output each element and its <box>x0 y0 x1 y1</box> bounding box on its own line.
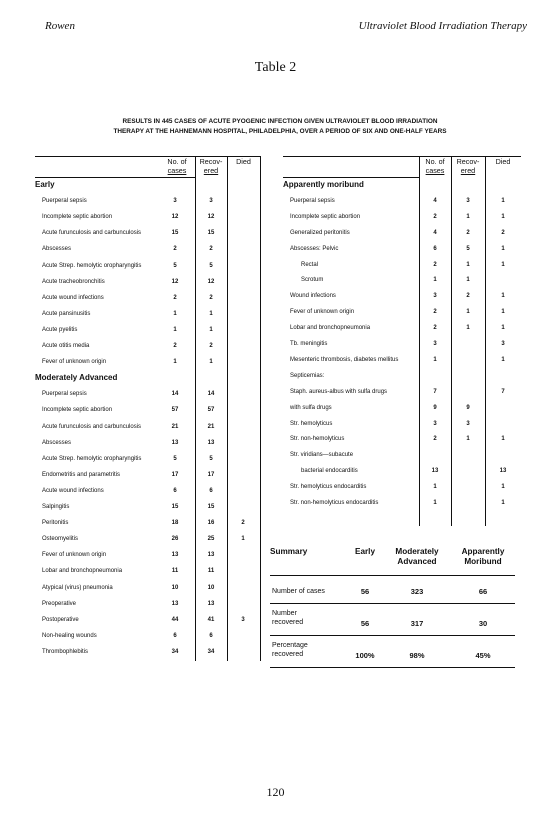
summary-value: 98% <box>409 651 425 660</box>
condition-label: Preoperative <box>42 600 77 607</box>
recovered-value: 11 <box>207 568 215 575</box>
header-recovered-line2: ered <box>203 166 219 175</box>
condition-label: Tb. meningitis <box>290 341 328 347</box>
table-title: Table 2 <box>254 60 297 75</box>
recovered-value: 13 <box>207 600 215 607</box>
cases-value: 34 <box>171 648 179 655</box>
cases-value: 1 <box>433 500 437 506</box>
cases-value: 13 <box>171 439 179 446</box>
recovered-value: 1 <box>466 277 470 284</box>
table-row <box>35 437 263 449</box>
recovered-value: 3 <box>209 198 213 205</box>
summary-rule <box>270 667 515 668</box>
header-base-rule <box>35 177 195 178</box>
cases-value: 4 <box>433 197 437 204</box>
cases-value: 15 <box>171 230 179 237</box>
header-recovered-line1: Recov- <box>199 157 223 166</box>
cases-value: 1 <box>173 326 177 333</box>
summary-value: 317 <box>410 619 424 628</box>
condition-label: Endometritis and parametritis <box>42 471 121 478</box>
condition-label: Str. non-hemolyticus endocarditis <box>290 500 379 506</box>
condition-label: Acute wound infections <box>42 487 104 494</box>
table-row <box>35 598 263 610</box>
recovered-value: 17 <box>207 471 215 478</box>
condition-label: Acute furunculosis and carbunculosis <box>42 423 142 430</box>
died-value: 1 <box>501 293 505 300</box>
cases-value: 4 <box>433 229 437 236</box>
table-row <box>35 324 263 336</box>
cases-value: 57 <box>171 407 179 414</box>
caption-line-2: THERAPY AT THE HAHNEMANN HOSPITAL, PHILADELPHIA, OVER A PERIOD OF SIX AND ONE-HALF YEARS <box>113 128 447 135</box>
cases-value: 2 <box>433 213 437 220</box>
summary-col-moribund <box>453 547 513 567</box>
summary-table <box>270 545 515 675</box>
recovered-value: 2 <box>209 294 213 301</box>
cases-value: 18 <box>171 520 179 527</box>
cases-value: 13 <box>171 552 179 559</box>
table-row <box>35 421 263 433</box>
condition-label: Acute pyelitis <box>42 326 78 333</box>
cases-value: 13 <box>431 468 439 475</box>
summary-col-moribund-line1: Apparently <box>461 547 505 556</box>
summary-row-label-line1: Percentage <box>272 642 308 649</box>
header-recovered-line1: Recov- <box>456 157 480 166</box>
summary-value: 45% <box>475 651 491 660</box>
summary-title: Summary <box>270 547 308 556</box>
condition-label: Acute pansinusitis <box>42 310 91 317</box>
table-row <box>283 465 523 477</box>
table-row <box>283 449 523 461</box>
died-value: 1 <box>501 245 505 252</box>
table-row <box>283 227 523 239</box>
running-header-title: Ultraviolet Blood Irradiation Therapy <box>358 20 527 32</box>
cases-value: 3 <box>173 198 177 205</box>
table-row <box>35 211 263 223</box>
table-row <box>283 402 523 414</box>
recovered-value: 1 <box>466 261 470 268</box>
header-recovered <box>451 157 485 175</box>
summary-row-label-line2: recovered <box>272 619 304 626</box>
summary-col-moderate-line1: Moderately <box>395 547 439 556</box>
table-row <box>35 356 263 368</box>
header-died-line1: Died <box>236 157 251 166</box>
table-row <box>283 386 523 398</box>
table-row <box>35 582 263 594</box>
recovered-value: 10 <box>207 584 215 591</box>
condition-label: Incomplete septic abortion <box>42 407 113 414</box>
cases-value: 3 <box>433 341 437 347</box>
header-base-rule <box>283 177 419 178</box>
section-heading-row <box>35 372 263 384</box>
recovered-value: 2 <box>209 343 213 349</box>
died-value: 1 <box>501 309 505 316</box>
summary-value: 56 <box>360 587 370 596</box>
cases-value: 2 <box>173 343 177 349</box>
recovered-value: 34 <box>207 648 215 655</box>
table-row <box>35 517 263 529</box>
condition-label: Wound infections <box>290 293 336 300</box>
table-row <box>35 646 263 658</box>
recovered-value: 25 <box>207 536 215 543</box>
cases-value: 7 <box>433 388 437 395</box>
table-row <box>35 340 263 352</box>
died-value: 1 <box>501 436 505 443</box>
condition-label: Acute tracheobronchitis <box>42 278 105 285</box>
condition-label: Incomplete septic abortion <box>290 213 361 220</box>
summary-row-label <box>272 609 303 627</box>
summary-value: 30 <box>478 619 488 628</box>
cases-value: 1 <box>173 310 177 317</box>
summary-col-moderate <box>390 547 444 567</box>
section-heading: Apparently moribund <box>283 180 364 189</box>
page-number: 120 <box>266 785 285 799</box>
section-heading: Moderately Advanced <box>35 373 118 383</box>
cases-value: 2 <box>433 309 437 316</box>
table-row <box>35 276 263 288</box>
condition-label: Non-healing wounds <box>42 632 97 639</box>
recovered-value: 14 <box>207 391 215 398</box>
cases-value: 3 <box>433 420 437 427</box>
died-value: 1 <box>501 197 505 204</box>
summary-value: 66 <box>478 587 488 596</box>
header-cases-line2: cases <box>167 166 187 175</box>
died-value: 1 <box>501 356 505 363</box>
recovered-value: 1 <box>466 325 470 332</box>
condition-label: Abscesses <box>42 439 72 446</box>
recovered-value: 15 <box>207 230 215 237</box>
cases-value: 11 <box>171 568 179 575</box>
died-value: 2 <box>501 229 505 236</box>
condition-label: Acute Strep. hemolytic oropharyngitis <box>42 455 142 462</box>
cases-value: 1 <box>433 277 437 284</box>
summary-rule <box>270 575 515 576</box>
table-row <box>35 260 263 272</box>
table-row <box>35 227 263 239</box>
recovered-value: 1 <box>209 310 213 317</box>
died-value: 13 <box>499 468 507 475</box>
summary-row-label-line1: Number <box>272 610 297 617</box>
condition-label: Acute Strep. hemolytic oropharyngitis <box>42 262 142 269</box>
cases-value: 44 <box>171 616 179 623</box>
cases-value: 2 <box>173 294 177 301</box>
condition-label: Acute wound infections <box>42 294 104 301</box>
cases-value: 9 <box>433 404 437 411</box>
died-value: 3 <box>241 616 245 623</box>
cases-value: 15 <box>171 504 179 510</box>
summary-row-label: Number of cases <box>272 588 325 595</box>
recovered-value: 41 <box>207 616 215 623</box>
condition-label: Rectal <box>301 261 319 268</box>
died-value: 1 <box>501 484 505 491</box>
table-row <box>35 243 263 255</box>
cases-value: 5 <box>173 262 177 269</box>
condition-label: Fever of unknown origin <box>42 359 107 366</box>
condition-label: Abscesses: Pelvic <box>290 245 339 252</box>
cases-value: 2 <box>433 325 437 332</box>
right-results-table <box>283 150 523 540</box>
cases-value: 3 <box>433 293 437 300</box>
summary-col-moderate-line2: Advanced <box>397 557 437 566</box>
table-row <box>35 533 263 545</box>
recovered-value: 2 <box>209 246 213 253</box>
recovered-value: 15 <box>207 504 215 510</box>
table-row <box>283 370 523 382</box>
section-heading-row <box>35 179 263 191</box>
condition-label: Acute furunculosis and carbunculosis <box>42 230 142 237</box>
header-cases-line2: cases <box>425 166 445 175</box>
table-row <box>283 259 523 271</box>
table-row <box>35 388 263 400</box>
condition-label: Puerperal sepsis <box>42 391 87 398</box>
recovered-value: 16 <box>207 520 215 527</box>
condition-label: Str. hemolyticus endocarditis <box>290 484 367 491</box>
recovered-value: 12 <box>207 214 215 221</box>
summary-value: 323 <box>410 587 424 596</box>
summary-row-label-line2: recovered <box>272 651 304 658</box>
header-died <box>227 157 260 166</box>
condition-label: Lobar and bronchopneumonia <box>42 568 123 575</box>
cases-value: 2 <box>433 261 437 268</box>
condition-label: Staph. aureus-albus with sulfa drugs <box>290 388 388 395</box>
recovered-value: 1 <box>466 213 470 220</box>
recovered-value: 1 <box>209 359 213 366</box>
cases-value: 10 <box>171 584 179 591</box>
section-heading: Early <box>35 180 55 189</box>
recovered-value: 21 <box>207 423 215 430</box>
died-value: 1 <box>241 536 245 543</box>
condition-label: Abscesses <box>42 246 72 253</box>
died-value: 3 <box>501 341 505 347</box>
cases-value: 13 <box>171 600 179 607</box>
header-died-line1: Died <box>495 157 511 166</box>
summary-col-moribund-line2: Moribund <box>464 557 502 566</box>
cases-value: 12 <box>171 278 179 285</box>
died-value: 7 <box>501 388 505 395</box>
table-row <box>35 308 263 320</box>
table-row <box>283 433 523 445</box>
table-row <box>283 322 523 334</box>
condition-label: Lobar and bronchopneumonia <box>290 325 371 332</box>
section-heading-row <box>283 179 523 191</box>
table-row <box>283 306 523 318</box>
cases-value: 2 <box>433 436 437 443</box>
died-value: 1 <box>501 261 505 268</box>
died-value: 1 <box>501 213 505 220</box>
table-row <box>35 501 263 513</box>
cases-value: 1 <box>433 356 437 363</box>
condition-label: Thrombophlebitis <box>42 648 89 655</box>
table-row <box>283 243 523 255</box>
cases-value: 12 <box>171 214 179 221</box>
condition-label: Incomplete septic abortion <box>42 214 113 221</box>
summary-value: 56 <box>360 619 370 628</box>
summary-rule <box>270 603 515 604</box>
condition-label: Generalized peritonitis <box>290 229 350 236</box>
table-row <box>35 292 263 304</box>
condition-label: Scrotum <box>301 277 324 284</box>
table-row <box>283 418 523 430</box>
table-row <box>283 274 523 286</box>
condition-label: Peritonitis <box>42 520 69 527</box>
recovered-value: 6 <box>209 487 213 494</box>
condition-label: Str. hemolyticus <box>290 420 333 427</box>
recovered-value: 5 <box>466 245 470 252</box>
condition-label: Puerperal sepsis <box>42 198 87 205</box>
died-value: 2 <box>241 520 245 527</box>
header-died <box>485 157 521 166</box>
table-row <box>35 565 263 577</box>
recovered-value: 12 <box>207 278 215 285</box>
summary-value: 100% <box>355 651 375 660</box>
recovered-value: 2 <box>466 293 470 300</box>
condition-label: Puerperal sepsis <box>290 197 335 204</box>
cases-value: 14 <box>171 391 179 398</box>
condition-label: Str. non-hemolyticus <box>290 436 345 443</box>
table-row <box>35 614 263 626</box>
condition-label: Str. viridians—subacute <box>290 452 354 459</box>
condition-label: Acute otitis media <box>42 343 90 349</box>
table-row <box>283 354 523 366</box>
table-row <box>35 469 263 481</box>
recovered-value: 3 <box>466 197 470 204</box>
table-caption <box>30 117 530 137</box>
recovered-value: 1 <box>209 326 213 333</box>
table-row <box>35 195 263 207</box>
recovered-value: 1 <box>466 436 470 443</box>
condition-label: with sulfa drugs <box>290 404 332 411</box>
summary-rule <box>270 635 515 636</box>
recovered-value: 13 <box>207 552 215 559</box>
cases-value: 5 <box>173 455 177 462</box>
table-row <box>283 338 523 350</box>
table-row <box>35 453 263 465</box>
summary-row-label <box>272 641 308 659</box>
cases-value: 6 <box>433 245 437 252</box>
header-cases-line1: No. of <box>167 157 187 166</box>
recovered-value: 2 <box>466 229 470 236</box>
left-results-table <box>35 150 263 660</box>
table-row <box>35 549 263 561</box>
recovered-value: 3 <box>466 420 470 427</box>
recovered-value: 13 <box>207 439 215 446</box>
table-row <box>283 195 523 207</box>
running-header-author: Rowen <box>45 20 75 32</box>
summary-col-early: Early <box>354 547 376 556</box>
caption-line-1: RESULTS IN 445 CASES OF ACUTE PYOGENIC INFECTION GIVEN ULTRAVIOLET BLOOD IRRADIATION <box>122 118 438 125</box>
table-row <box>283 290 523 302</box>
recovered-value: 9 <box>466 404 470 411</box>
condition-label: Postoperative <box>42 616 79 623</box>
table-row <box>283 211 523 223</box>
condition-label: Osteomyelitis <box>42 536 79 543</box>
cases-value: 26 <box>171 536 179 543</box>
table-row <box>283 497 523 509</box>
died-value: 1 <box>501 500 505 506</box>
recovered-value: 57 <box>207 407 215 414</box>
died-value: 1 <box>501 325 505 332</box>
condition-label: bacterial endocarditis <box>301 468 358 475</box>
cases-value: 1 <box>433 484 437 491</box>
header-recovered-line2: ered <box>460 166 476 175</box>
header-cases <box>159 157 195 175</box>
condition-label: Fever of unknown origin <box>290 309 355 316</box>
cases-value: 21 <box>171 423 179 430</box>
cases-value: 6 <box>173 487 177 494</box>
table-row <box>35 630 263 642</box>
recovered-value: 6 <box>209 632 213 639</box>
condition-label: Salpingitis <box>42 504 70 510</box>
cases-value: 6 <box>173 632 177 639</box>
cases-value: 17 <box>171 471 179 478</box>
table-row <box>283 481 523 493</box>
recovered-value: 5 <box>209 455 213 462</box>
recovered-value: 5 <box>209 262 213 269</box>
header-cases <box>419 157 451 175</box>
table-row <box>35 404 263 416</box>
recovered-value: 1 <box>466 309 470 316</box>
condition-label: Mesenteric thrombosis, diabetes mellitus <box>290 356 399 363</box>
condition-label: Atypical (virus) pneumonia <box>42 584 113 591</box>
cases-value: 2 <box>173 246 177 253</box>
cases-value: 1 <box>173 359 177 366</box>
header-recovered <box>195 157 227 175</box>
condition-label: Septicemias: <box>290 372 325 379</box>
table-row <box>35 485 263 497</box>
header-cases-line1: No. of <box>425 157 445 166</box>
condition-label: Fever of unknown origin <box>42 552 107 559</box>
